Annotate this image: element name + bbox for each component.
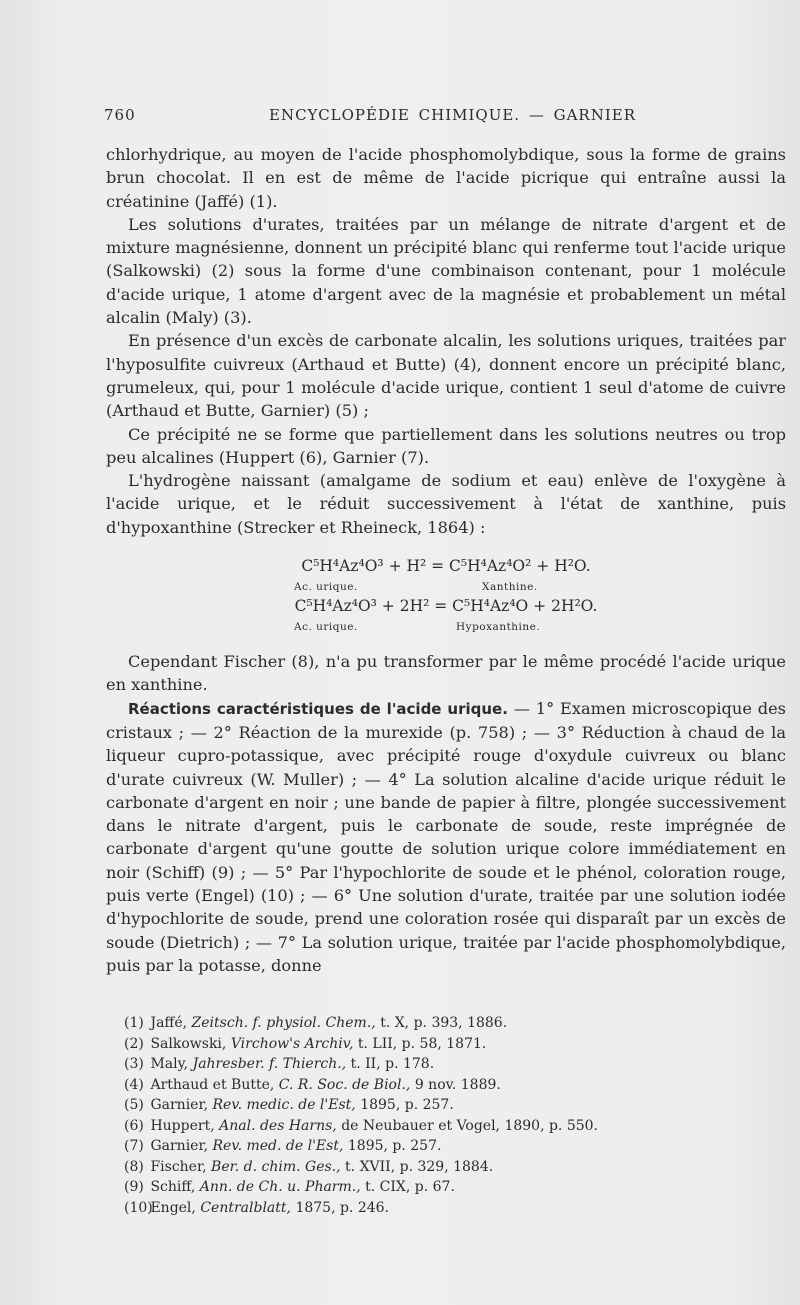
footnote-number: (10): [124, 1199, 153, 1216]
footnote-number: (3): [124, 1056, 144, 1072]
footnote-number: (5): [124, 1097, 144, 1113]
footnotes: [124, 1013, 764, 1218]
footnote-number: (4): [124, 1076, 144, 1093]
page-header: [104, 104, 786, 134]
footnote-number: (8): [124, 1158, 144, 1175]
paragraph-4: Ce précipité ne se forme que partiellement dans les solutions neutres ou trop peu alcalines (Huppert (6), Garnier (7).: [106, 424, 786, 467]
footnote-number: (9): [124, 1179, 144, 1195]
footnote-author: Arthaud et Butte,: [150, 1076, 275, 1093]
footnote-details: de Neubauer et Vogel, 1890, p. 550.: [341, 1117, 599, 1134]
footnote-details: 1875, p. 246.: [295, 1199, 390, 1216]
footnote: [124, 1095, 764, 1116]
footnote: [124, 1136, 764, 1157]
footnote: [124, 1034, 764, 1055]
footnote: [124, 1013, 764, 1034]
footnote-number: (7): [124, 1138, 144, 1154]
footnote-number: (6): [124, 1117, 144, 1134]
footnote-author: Engel,: [150, 1199, 196, 1216]
footnote-source: Ber. d. chim. Ges.,: [211, 1158, 341, 1175]
footnote: [124, 1177, 764, 1198]
footnote: [124, 1075, 764, 1096]
footnote-author: Fischer,: [150, 1158, 207, 1175]
reactions-paragraph: [106, 697, 786, 978]
footnote: [124, 1116, 764, 1137]
footnote: [124, 1157, 764, 1178]
footnote-details: t. XVII, p. 329, 1884.: [345, 1158, 494, 1175]
footnote-details: t. CIX, p. 67.: [365, 1179, 455, 1195]
footnote-source: Jahresber. f. Thierch.,: [192, 1056, 347, 1072]
paragraph-2: Les solutions d'urates, traitées par un mélange de nitrate d'argent et de mixture magnésienne, donnent un précipité blanc qui renferme tout l'acide urique (Salkowski) (2) sous la forme d'une combinaison contenant, pour 1 molécule d'acide urique, 1 atome d'argent avec de la magnésie et probablement un métal alcalin (Maly) (3).: [106, 214, 786, 328]
footnote-details: t. LII, p. 58, 1871.: [357, 1035, 487, 1052]
footnote-source: Ann. de Ch. u. Pharm.,: [199, 1179, 361, 1195]
section-title: Réactions caractéristiques de l'acide urique.: [128, 699, 508, 718]
footnote-author: Maly,: [150, 1056, 189, 1072]
paragraph-5: L'hydrogène naissant (amalgame de sodium et eau) enlève de l'oxygène à l'acide urique, et le réduit successivement à l'état de xanthine, puis d'hypoxanthine (Strecker et Rheineck, 1864) :: [106, 471, 786, 537]
paragraph-1: chlorhydrique, au moyen de l'acide phosphomolybdique, sous la forme de grains brun chocolat. Il en est de même de l'acide picrique qui entraîne aussi la créatinine (Jaffé) (1).: [106, 145, 786, 211]
footnote-number: (2): [124, 1035, 144, 1052]
footnote: [124, 1054, 764, 1075]
footnote-number: (1): [124, 1015, 144, 1031]
footnote-details: 1895, p. 257.: [360, 1097, 454, 1113]
page-number: 760: [104, 106, 136, 124]
equation-xanthine: C⁵H⁴Az⁴O³ + H² = C⁵H⁴Az⁴O² + H²O.: [301, 557, 591, 576]
footnote-source: C. R. Soc. de Biol.,: [278, 1076, 411, 1093]
footnote-source: Virchow's Archiv,: [230, 1035, 354, 1052]
paragraph-6: Cependant Fischer (8), n'a pu transformer par le même procédé l'acide urique en xanthine.: [106, 652, 786, 695]
label-ac-urique: Ac. urique.: [294, 581, 358, 594]
label-ac-urique-2: Ac. urique.: [294, 621, 358, 634]
footnote-source: Rev. med. de l'Est,: [212, 1138, 344, 1154]
footnote-details: t. X, p. 393, 1886.: [380, 1015, 508, 1031]
label-hypoxanthine: Hypoxanthine.: [456, 621, 541, 634]
footnote-source: Anal. des Harns,: [219, 1117, 337, 1134]
equation-1-labels: [106, 576, 786, 592]
reactions-text: — 1° Examen microscopique des cristaux ; — 2° Réaction de la murexide (p. 758) ; — 3° Réduction à chaud de la liqueur cupro-potassique, avec précipité rouge d'oxydule cuivreux ou blanc d'urate cuivreux (W. Muller) ; — 4° La solution alcaline d'acide urique réduit le carbonate d'argent en noir ; une bande de papier à filtre, plongée successivement dans le nitrate d'argent, puis le carbonate de soude, reste imprégnée de carbonate d'argent qu'une goutte de solution urique colore immédiatement en noir (Schiff) (9) ; — 5° Par l'hypochlorite de soude et le phénol, coloration rouge, puis verte (Engel) (10) ; — 6° Une solution d'urate, traitée par une solution iodée d'hypochlorite de soude, prend une coloration rosée qui disparaît par un excès de soude (Dietrich) ; — 7° La solution urique, traitée par l'acide phosphomolybdique, puis par la potasse, donne: [106, 698, 786, 975]
footnote: [124, 1198, 764, 1219]
footnote-source: Centralblatt,: [200, 1199, 291, 1216]
equation-2-labels: [106, 616, 786, 632]
label-xanthine: Xanthine.: [482, 581, 538, 594]
footnote-author: Huppert,: [150, 1117, 215, 1134]
footnote-author: Salkowski,: [150, 1035, 227, 1052]
body-text: [106, 143, 786, 977]
running-head: ENCYCLOPÉDIE CHIMIQUE. — GARNIER: [269, 106, 637, 124]
footnote-details: 1895, p. 257.: [347, 1138, 442, 1154]
paragraph-3: En présence d'un excès de carbonate alcalin, les solutions uriques, traitées par l'hyposulfite cuivreux (Arthaud et Butte) (4), donnent encore un précipité blanc, grumeleux, qui, pour 1 molécule d'acide urique, contient 1 seul d'atome de cuivre (Arthaud et Butte, Garnier) (5) ;: [106, 331, 786, 421]
footnote-author: Schiff,: [150, 1179, 196, 1195]
footnote-details: t. II, p. 178.: [350, 1056, 435, 1072]
equation-hypoxanthine: C⁵H⁴Az⁴O³ + 2H² = C⁵H⁴Az⁴O + 2H²O.: [294, 597, 598, 616]
footnote-author: Garnier,: [150, 1138, 209, 1154]
footnote-source: Zeitsch. f. physiol. Chem.,: [191, 1015, 376, 1031]
footnote-author: Jaffé,: [150, 1015, 188, 1031]
footnote-details: 9 nov. 1889.: [414, 1076, 501, 1093]
formula-block: [106, 556, 786, 632]
footnote-source: Rev. medic. de l'Est,: [212, 1097, 356, 1113]
footnote-author: Garnier,: [150, 1097, 209, 1113]
